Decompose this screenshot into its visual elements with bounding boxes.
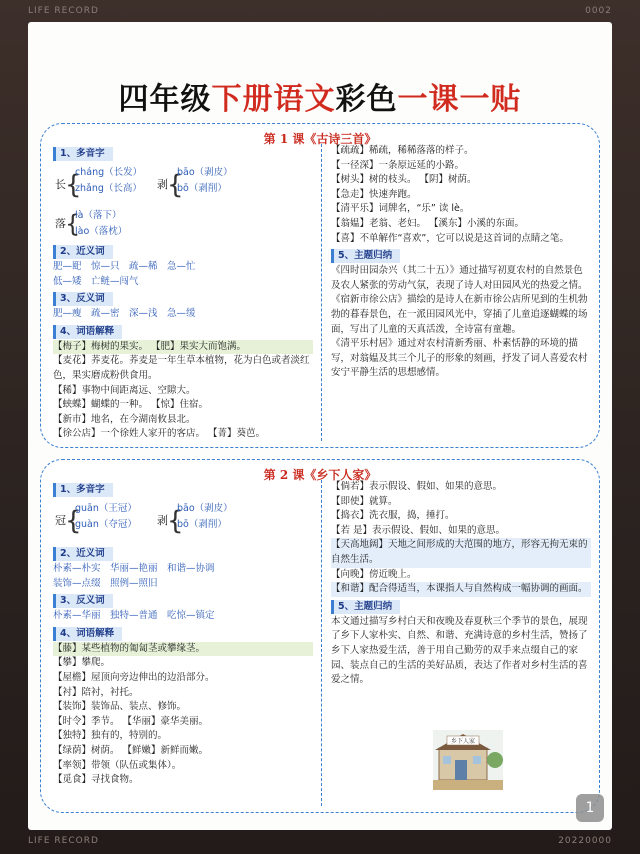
reading-2: zhǎng（长高） [75, 183, 142, 194]
section-summary: 5、主题归纳 [331, 600, 400, 614]
title-part-2: 下册语文 [211, 82, 336, 117]
illustration-label: 乡下人家 [450, 738, 476, 745]
title-part-4: 一课一贴 [397, 82, 522, 117]
section-antonyms: 3、反义词 [53, 292, 113, 306]
brand-label: LIFE RECORD [28, 6, 99, 16]
reading-1: bāo（剥皮） [177, 503, 233, 514]
column-divider [321, 480, 322, 806]
polyphone-group-1 [53, 162, 313, 208]
definition-item: 【时令】季节。 【华丽】豪华美丽。 [53, 715, 209, 727]
synonym-line: 肥—巸 惊—只 疏—稀 急—忙 [53, 261, 196, 272]
reading-1: là（落下） [75, 210, 122, 221]
definition-item: 【梅子】梅树的果实。 【肥】果实大而饱满。 [53, 340, 313, 355]
reading-2: lào（落枕） [75, 226, 128, 237]
definition-item: 【急走】快速奔跑。 [331, 188, 417, 200]
brand-label: LIFE RECORD [28, 836, 99, 846]
section-synonyms: 2、近义词 [53, 245, 113, 259]
definition-item: 【捣衣】洗衣服，捣，捶打。 [331, 510, 455, 522]
definition-item: 【树头】树的枝头。 【阴】树荫。 [331, 174, 477, 186]
lesson-2-right-column [331, 480, 591, 688]
brace-icon: { [167, 506, 184, 536]
reading-2: guàn（夺冠） [75, 519, 137, 530]
definition-item: 【和谐】配合得适当，本课指人与自然构成一幅协调的画面。 [331, 582, 591, 597]
definition-item: 【清平乐】词牌名，“乐” 读 lè。 [331, 203, 470, 215]
page-code: 0002 [585, 6, 612, 16]
definition-item: 【徐公店】一个徐姓人家开的客店。 【菁】葵芭。 [53, 428, 266, 440]
reading-1: bāo（剥皮） [177, 167, 233, 178]
definition-item: 【翁媪】老翁、老妇。 【溪东】小溪的东面。 [331, 217, 525, 229]
title-part-3: 彩色 [335, 82, 398, 117]
brace-icon: { [65, 170, 82, 200]
polyphone-char: 冠 [55, 514, 66, 527]
reading-1: guān（王冠） [75, 503, 137, 514]
section-polyphones: 1、多音字 [53, 147, 113, 161]
antonym-line: 朴素—华丽 独特—普通 吃惊—镇定 [53, 610, 215, 622]
definition-item: 【倘若】表示假设、假如、如果的意思。 [331, 481, 503, 492]
page-title [28, 74, 612, 118]
document-page [28, 22, 612, 830]
polyphone-char: 落 [55, 217, 66, 230]
antonym-line: 肥—瘦 疏—密 深—浅 急—缓 [53, 308, 196, 320]
section-definitions: 4、词语解释 [53, 325, 122, 339]
polyphone-char: 剥 [157, 178, 168, 191]
definition-item: 【攀】攀爬。 [53, 657, 111, 669]
summary-paragraph: 《清平乐村居》通过对农村清新秀丽、朴素恬静的环境的描写，对翁媪及其三个儿子的形象的刻画，抒发了词人喜爱农村安宁平静生活的思想感情。 [331, 338, 588, 379]
definition-item: 【蛱蝶】蝴蝶的一种。 【惊】住宿。 [53, 399, 209, 411]
definition-item: 【向晚】傍近晚上。 [331, 568, 417, 580]
synonym-line: 朴素—朴实 华丽—艳丽 和谐—协调 [53, 563, 215, 574]
lesson-1-card [40, 123, 600, 448]
reading-2: bō（剥削） [177, 519, 227, 530]
definition-item: 【装饰】装饰品、装点、修饰。 [53, 701, 187, 713]
reading-1: cháng（长发） [75, 167, 143, 178]
brace-icon: { [167, 170, 184, 200]
lesson-2-title: 第 2 课《乡下人家》 [263, 468, 377, 482]
polyphone-char: 长 [55, 178, 66, 191]
lesson-1-right-column [331, 144, 591, 381]
section-polyphones: 1、多音字 [53, 483, 113, 497]
definition-item: 【藤】某些植物的匍匐茎或攀缘茎。 [53, 642, 313, 657]
page-indicator-button[interactable]: 1 [576, 794, 604, 822]
lesson-1-title: 第 1 课《古诗三首》 [263, 132, 377, 146]
synonym-line: 低—矮 亡鲢—闯气 [53, 275, 139, 287]
definition-item: 【觅食】寻找食物。 [53, 774, 139, 786]
title-part-1: 四年级 [118, 82, 212, 117]
definition-item: 【稀】事物中间距离远、空隙大。 [53, 384, 196, 396]
definition-item: 【新市】地名，在今湖南攸县北。 [53, 413, 196, 425]
summary-paragraph: 本文通过描写乡村白天和夜晚及春夏秋三个季节的景色，展现了乡下人家朴实、自然、和谐、充满诗意的乡村生活，赞扬了乡下人家热爱生活，善于用自己勤劳的双手来点缀自己的家园、装点自己的生活的美好品质，表达了作者对乡村生活的喜爱之情。 [331, 615, 588, 686]
polyphone-group-1 [53, 498, 313, 544]
summary-paragraph: 《宿新市徐公店》描绘的是诗人在新市徐公店所见到的生机勃勃的暮春景色，在一派田园风光中，穿插了儿童追逐蝴蝶的场面，写出了儿童的天真活泼，全诗富有童趣。 [331, 294, 588, 335]
reading-2: bō（剥削） [177, 183, 227, 194]
definition-item: 【绿荫】树荫。 【鲜嫩】新鲜而嫩。 [53, 744, 209, 756]
bottom-frame-bar [28, 836, 612, 850]
date-code: 20220000 [558, 836, 612, 846]
section-summary: 5、主题归纳 [331, 249, 400, 263]
section-antonyms: 3、反义词 [53, 594, 113, 608]
polyphone-char: 剥 [157, 514, 168, 527]
polyphone-group-2 [53, 208, 313, 242]
definition-item: 【即使】就算。 [331, 495, 398, 507]
lesson-1-left-column [53, 144, 313, 442]
definition-item: 【喜】不单解作“喜欢”，它可以说是这首词的点睛之笔。 [331, 232, 569, 244]
definition-item: 【率领】带领（队伍或集体）。 [53, 759, 182, 771]
definition-item: 【屋檐】屋顶向旁边伸出的边沿部分。 [53, 671, 215, 683]
definition-item: 【麦花】荞麦花。荞麦是一年生草本植物，花为白色或者淡红色，果实磨成粉供食用。 [53, 355, 310, 381]
column-divider [321, 144, 322, 441]
synonym-line: 装饰—点缀 照例—照旧 [53, 577, 158, 589]
definition-item: 【疏疏】稀疏，稀稀落落的样子。 [331, 145, 474, 156]
definition-item: 【天高地阔】天地之间形成的大范围的地方，形容无拘无束的自然生活。 [331, 538, 591, 567]
definition-item: 【衬】陪衬，衬托。 [53, 686, 139, 698]
village-house-illustration [433, 730, 503, 790]
definition-item: 【若 是】表示假设、假如、如果的意思。 [331, 524, 506, 536]
definition-item: 【独特】独有的，特别的。 [53, 730, 168, 742]
brace-icon: { [65, 506, 82, 536]
definition-item: 【一径深】一条原远延的小路。 [331, 159, 465, 171]
top-frame-bar [28, 6, 612, 20]
brace-icon: { [65, 210, 81, 238]
section-synonyms: 2、近义词 [53, 547, 113, 561]
summary-paragraph: 《四时田园杂兴（其二十五）》通过描写初夏农村的自然景色及农人紧张的劳动气氛，表现了诗人对田园风光的热爱之情。 [331, 265, 588, 291]
lesson-2-card [40, 459, 600, 813]
section-definitions: 4、词语解释 [53, 627, 122, 641]
lesson-2-left-column [53, 480, 313, 788]
